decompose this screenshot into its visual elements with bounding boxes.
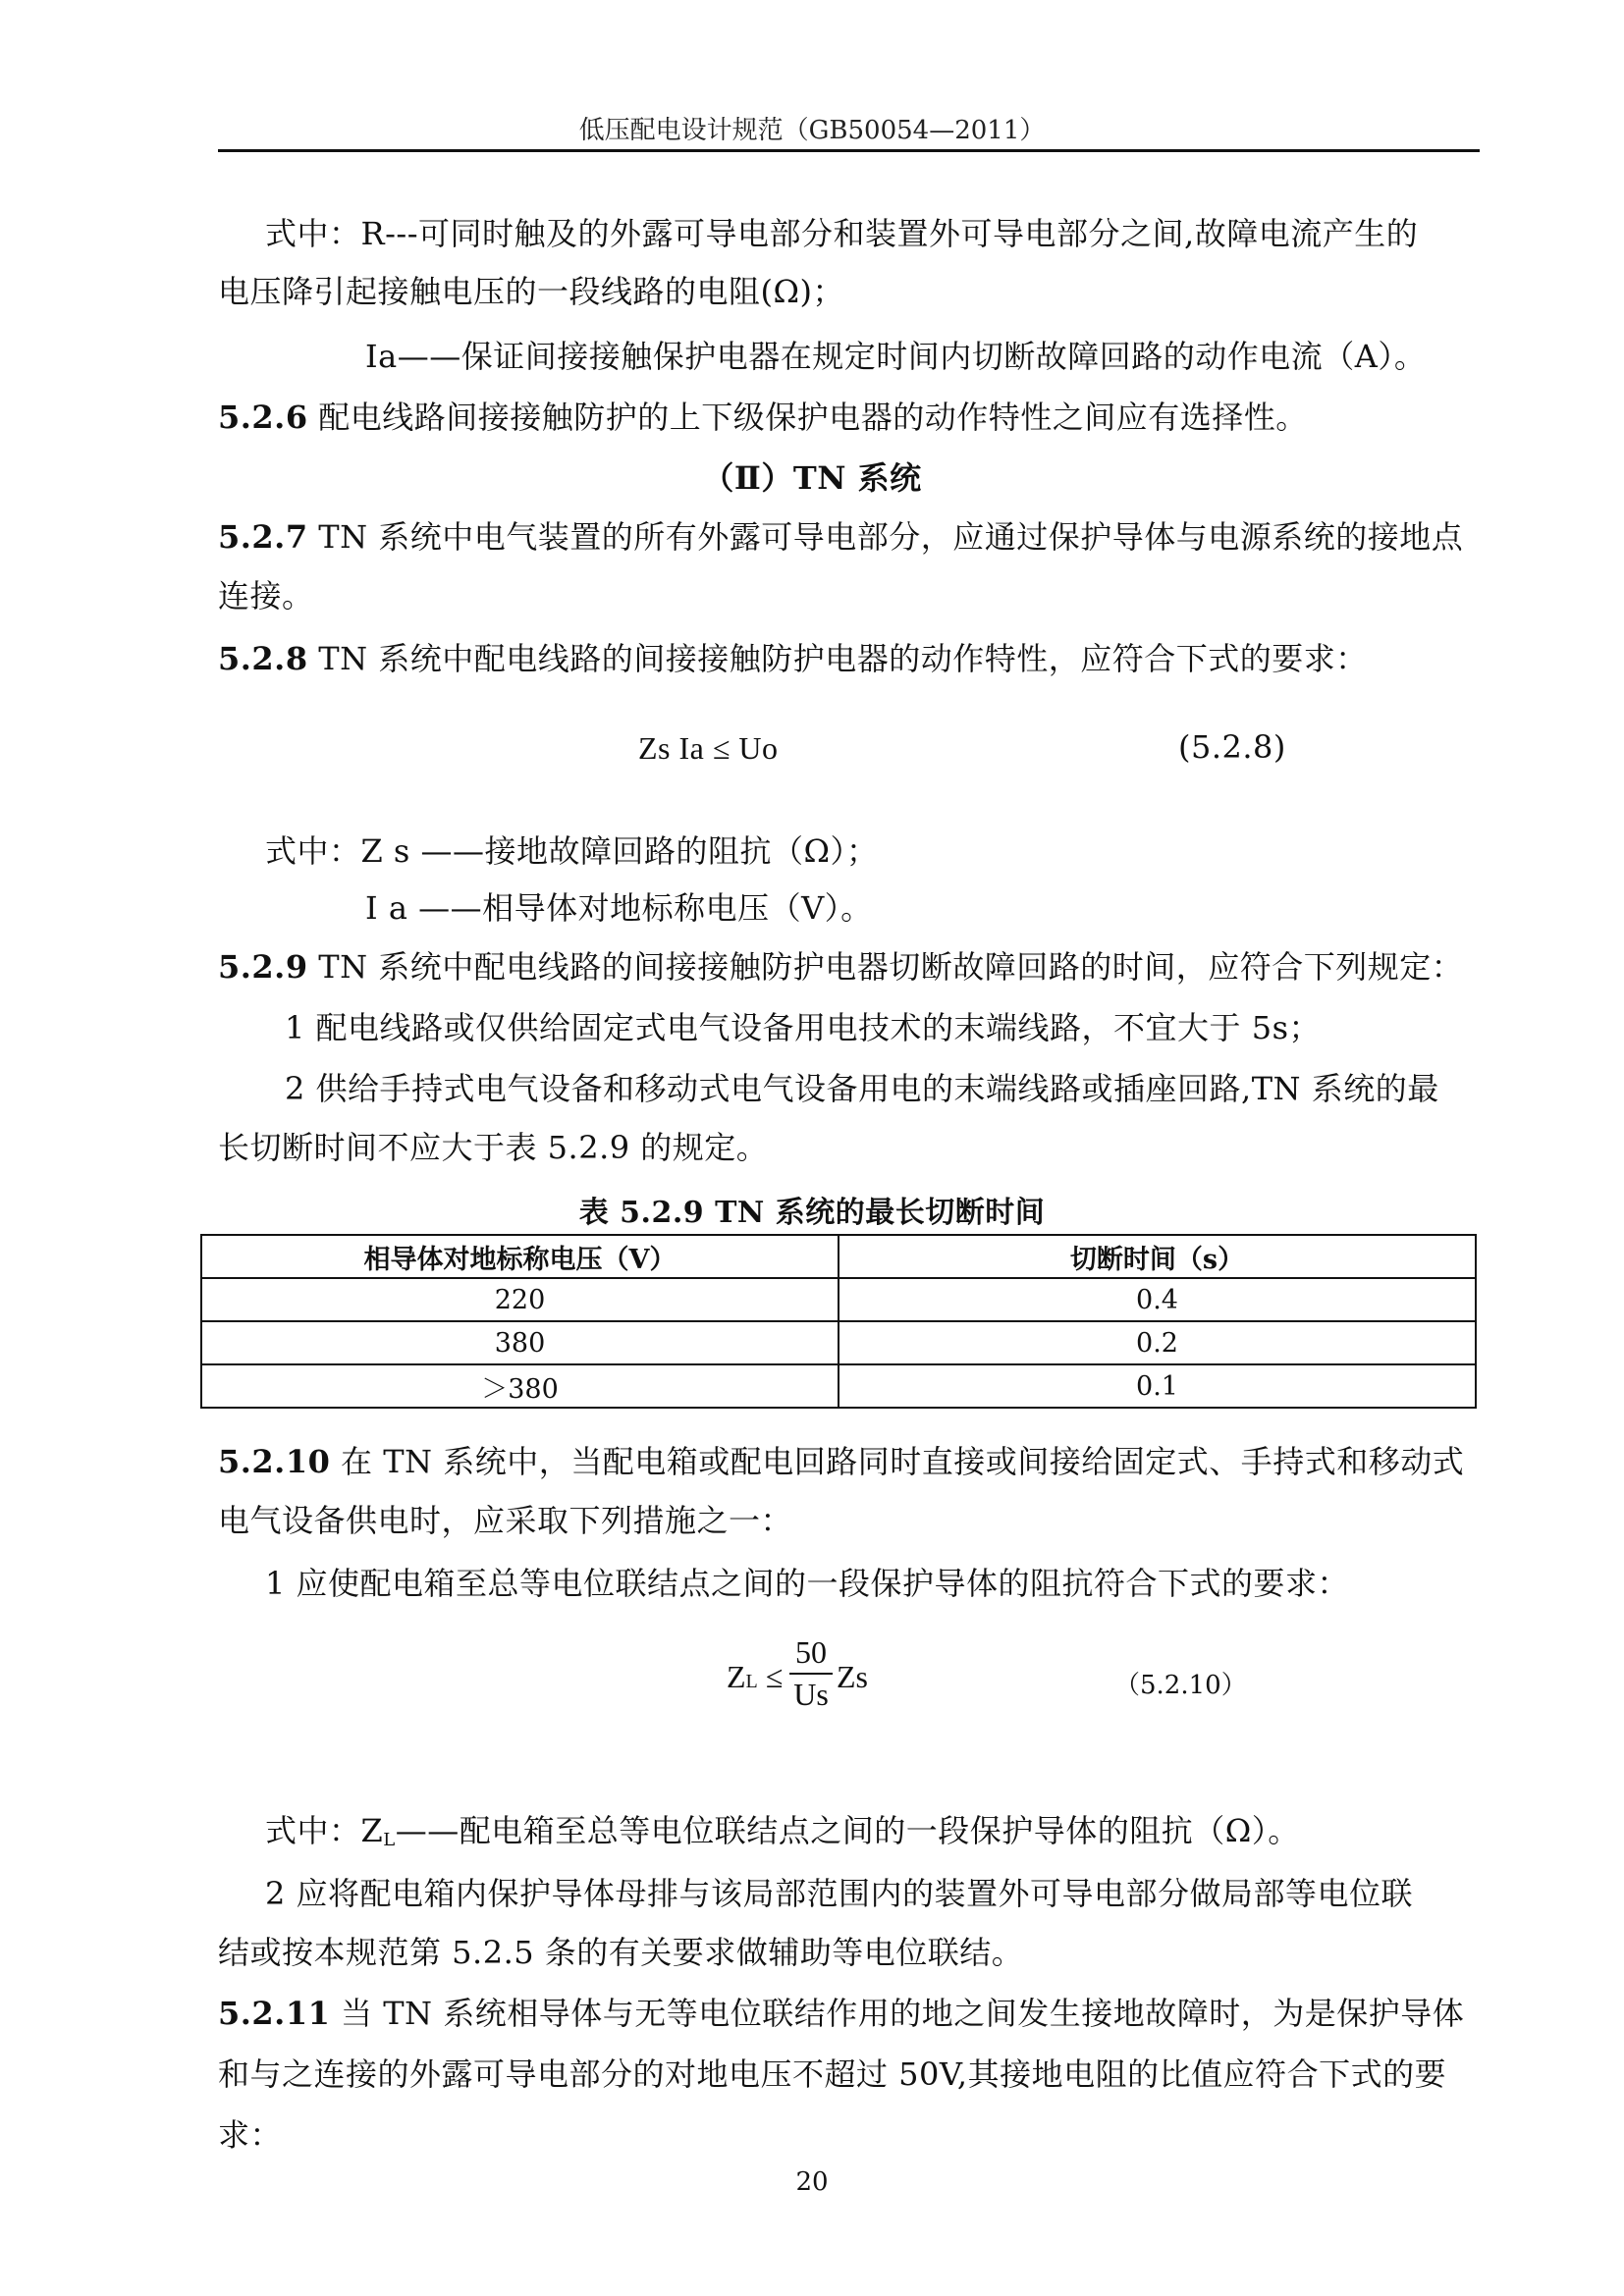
eq-numerator: 50 (795, 1634, 827, 1670)
eq-rhs: Zs (837, 1659, 868, 1694)
clause-text: 当 TN 系统相导体与无等电位联结作用的地之间发生接地故障时，为是保护导体 (341, 1995, 1465, 2032)
table-cell-time: 0.2 (839, 1321, 1476, 1364)
clause-5-2-8 (218, 634, 1368, 679)
where-zl-prefix: 式中：Z (265, 1812, 384, 1849)
where-line-1: 式中：R---可同时触及的外露可导电部分和装置外可导电部分之间,故障电流产生的 (265, 215, 1419, 252)
eq-denominator: Us (793, 1677, 829, 1712)
table-header-voltage: 相导体对地标称电压（V） (201, 1235, 839, 1278)
fraction-bar (789, 1673, 833, 1675)
table-cell-voltage: ＞380 (201, 1364, 839, 1408)
clause-5-2-11-line-2: 和与之连接的外露可导电部分的对地电压不超过 50V,其接地电阻的比值应符合下式的要 (218, 2056, 1447, 2093)
clause-5-2-7 (218, 512, 1463, 558)
page-number: 20 (795, 2167, 829, 2197)
clause-text: TN 系统中电气装置的所有外露可导电部分，应通过保护导体与电源系统的接地点 (318, 518, 1464, 556)
equation-5-2-8: Zs Ia ≤ Uo (638, 730, 779, 766)
table-row (201, 1278, 1476, 1321)
eq-fraction (789, 1634, 833, 1713)
clause-number: 5.2.11 (218, 1995, 331, 2032)
equation-number-5-2-10: （5.2.10） (1114, 1671, 1247, 1700)
where-zl (265, 1806, 1300, 1851)
table-cell-voltage: 380 (201, 1321, 839, 1364)
clause-number: 5.2.7 (218, 518, 308, 556)
clause-number: 5.2.9 (218, 948, 308, 986)
clause-5-2-9-item-2: 2 供给手持式电气设备和移动式电气设备用电的末端线路或插座回路,TN 系统的最 (285, 1070, 1439, 1107)
cutoff-time-table (200, 1234, 1477, 1409)
section-heading: （Ⅱ）TN 系统 (702, 459, 922, 497)
table-title: 表 5.2.9 TN 系统的最长切断时间 (578, 1196, 1046, 1230)
clause-5-2-6 (218, 393, 1308, 438)
where-ia: Ia——保证间接接触保护电器在规定时间内切断故障回路的动作电流（A）。 (365, 338, 1427, 375)
clause-5-2-10-cont: 电气设备供电时，应采取下列措施之一： (218, 1502, 793, 1539)
table-row (201, 1321, 1476, 1364)
table-row (201, 1364, 1476, 1408)
clause-5-2-10-item-2: 2 应将配电箱内保护导体母排与该局部范围内的装置外可导电部分做局部等电位联 (265, 1875, 1414, 1912)
clause-text: TN 系统中配电线路的间接接触防护电器切断故障回路的时间，应符合下列规定： (318, 948, 1464, 986)
where-zs: 式中：Z s ——接地故障回路的阻抗（Ω）； (265, 832, 879, 870)
clause-number: 5.2.8 (218, 640, 308, 677)
eq-lhs: Z (727, 1659, 746, 1694)
where-zl-subscript: L (383, 1830, 396, 1850)
eq-lhs-subscript: L (745, 1671, 758, 1692)
header-rule (218, 149, 1480, 152)
clause-5-2-10-item-1: 1 应使配电箱至总等电位联结点之间的一段保护导体的阻抗符合下式的要求： (265, 1565, 1350, 1602)
table-cell-voltage: 220 (201, 1278, 839, 1321)
clause-5-2-11-line-3: 求： (218, 2116, 283, 2154)
where-zl-text: ——配电箱至总等电位联结点之间的一段保护导体的阻抗（Ω）。 (395, 1812, 1300, 1849)
clause-5-2-9 (218, 942, 1463, 988)
equation-number-5-2-8: (5.2.8) (1178, 728, 1286, 766)
equation-5-2-10 (727, 1659, 783, 1695)
clause-5-2-10-item-2-cont: 结或按本规范第 5.2.5 条的有关要求做辅助等电位联结。 (218, 1934, 1024, 1971)
clause-5-2-10 (218, 1437, 1464, 1482)
clause-number: 5.2.6 (218, 399, 308, 436)
table-cell-time: 0.1 (839, 1364, 1476, 1408)
table-header-row (201, 1235, 1476, 1278)
clause-number: 5.2.10 (218, 1443, 331, 1480)
eq-le: ≤ (765, 1659, 784, 1694)
table-header-time: 切断时间（s） (839, 1235, 1476, 1278)
where-line-2: 电压降引起接触电压的一段线路的电阻(Ω)； (218, 273, 845, 310)
table-cell-time: 0.4 (839, 1278, 1476, 1321)
clause-5-2-9-item-2-cont: 长切断时间不应大于表 5.2.9 的规定。 (218, 1129, 769, 1166)
where-ia-528: I a ——相导体对地标称电压（V）。 (365, 889, 873, 927)
clause-5-2-11 (218, 1989, 1464, 2034)
clause-5-2-9-item-1: 1 配电线路或仅供给固定式电气设备用电技术的末端线路，不宜大于 5s； (285, 1009, 1321, 1046)
clause-text: 配电线路间接接触防护的上下级保护电器的动作特性之间应有选择性。 (318, 399, 1308, 436)
running-header: 低压配电设计规范（GB50054—2011） (578, 116, 1046, 145)
clause-text: 在 TN 系统中，当配电箱或配电回路同时直接或间接给固定式、手持式和移动式 (341, 1443, 1465, 1480)
clause-text: TN 系统中配电线路的间接接触防护电器的动作特性，应符合下式的要求： (318, 640, 1368, 677)
clause-5-2-7-cont: 连接。 (218, 577, 314, 614)
